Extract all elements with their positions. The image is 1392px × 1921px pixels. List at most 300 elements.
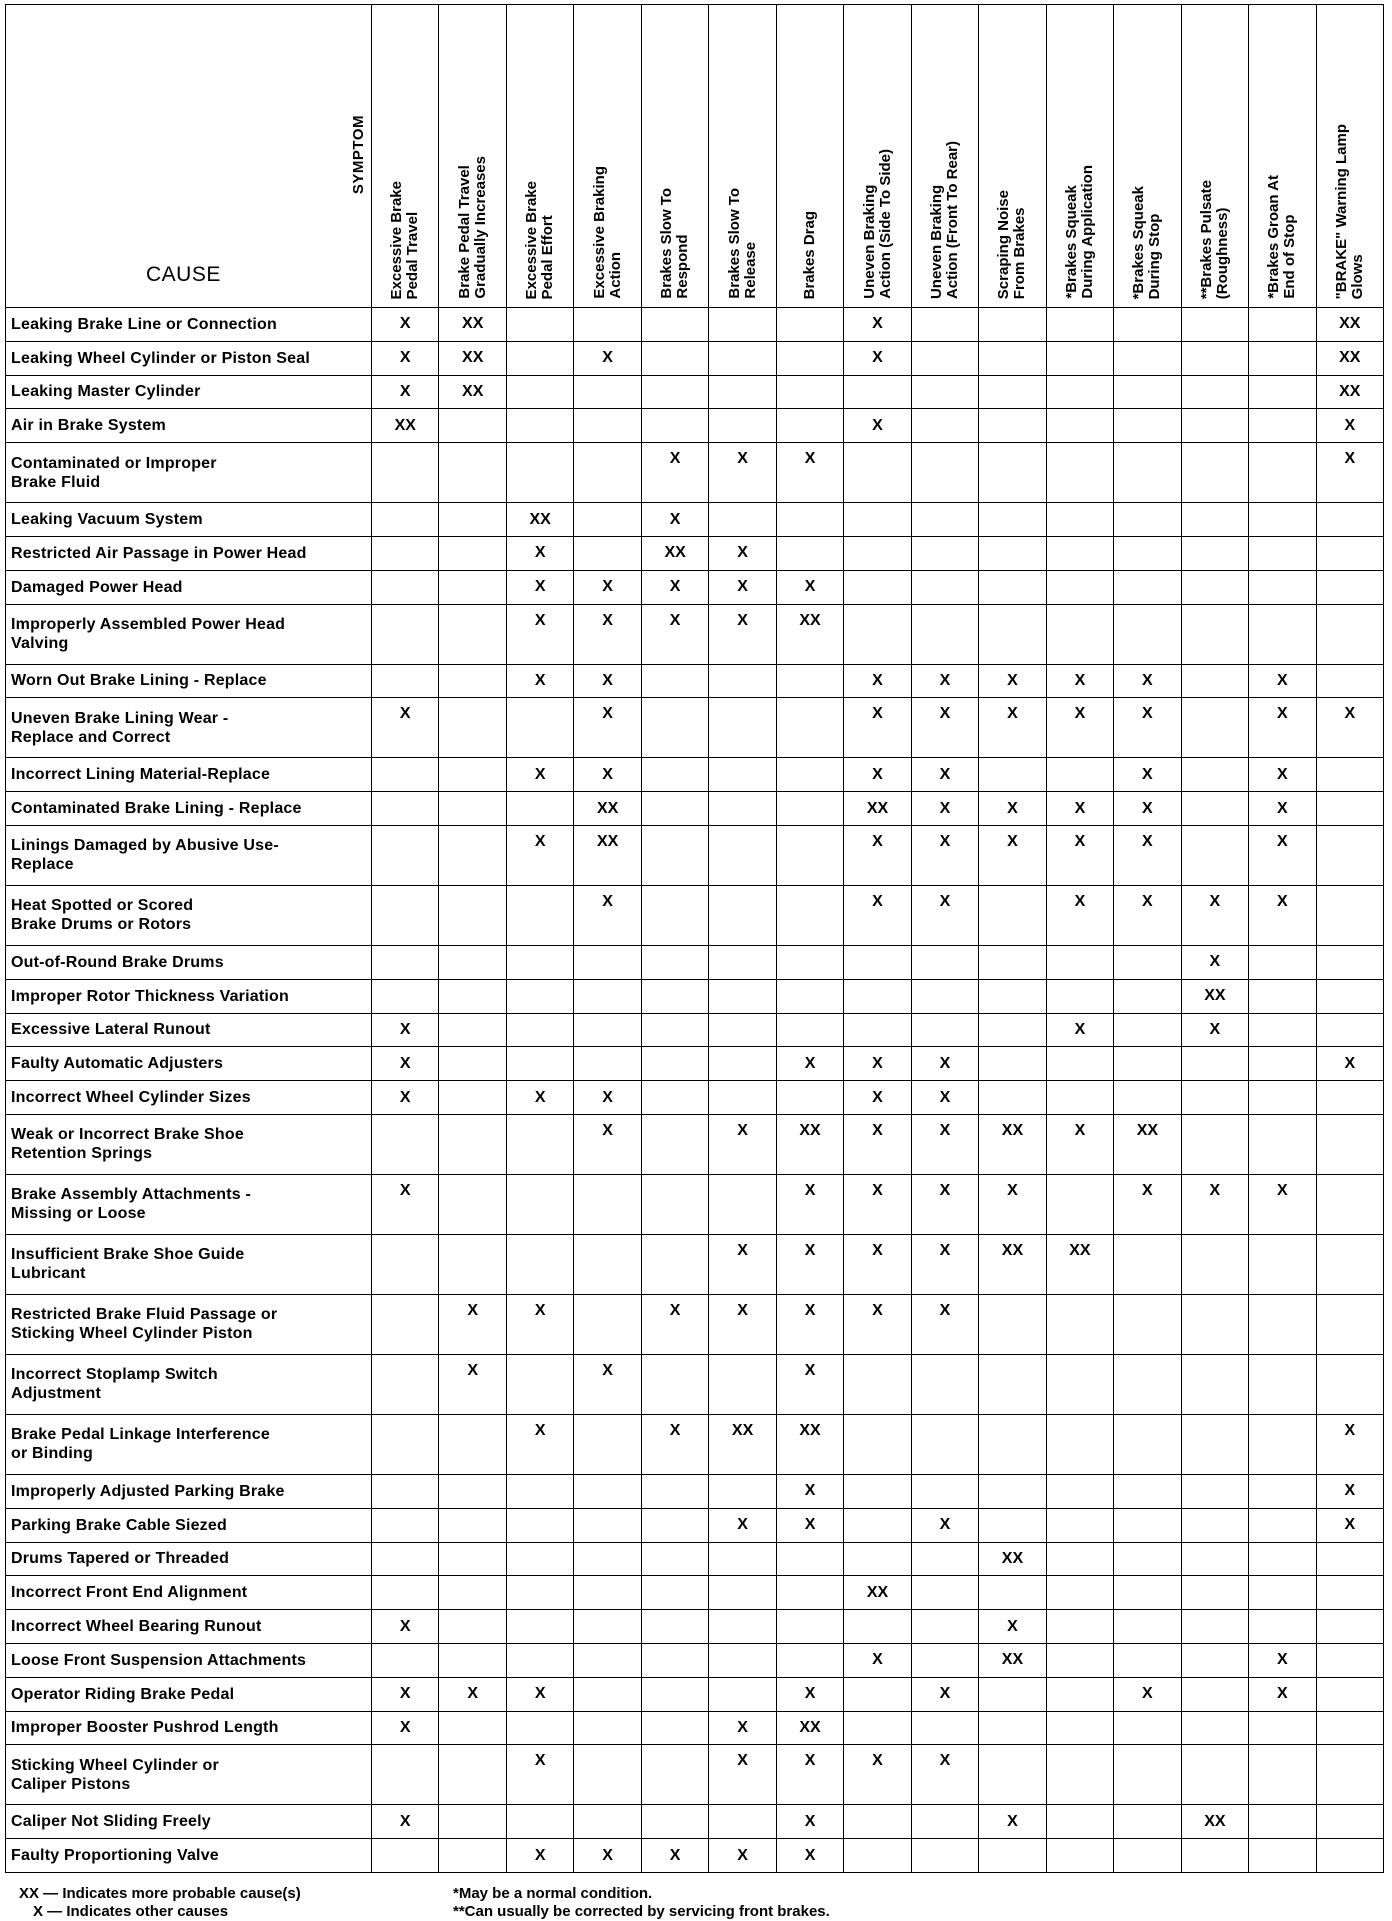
cause-label: Improperly Adjusted Parking Brake (6, 1474, 372, 1508)
mark-cell (574, 443, 641, 503)
mark-cell (439, 1839, 506, 1873)
mark-cell (1046, 1081, 1113, 1115)
mark-cell (439, 1174, 506, 1234)
mark-cell: X (911, 1081, 978, 1115)
mark-cell (709, 1354, 776, 1414)
mark-cell (911, 1542, 978, 1576)
mark-cell: X (1046, 1114, 1113, 1174)
mark-cell (1249, 409, 1316, 443)
mark-cell: X (844, 1234, 911, 1294)
mark-cell (641, 1474, 708, 1508)
mark-cell: X (979, 1610, 1046, 1644)
legend-double-star: **Can usually be corrected by servicing front brakes. (453, 1902, 830, 1920)
mark-cell: X (574, 1839, 641, 1873)
mark-cell (1316, 664, 1383, 698)
mark-cell (1249, 1576, 1316, 1610)
mark-cell (1114, 1474, 1181, 1508)
mark-cell: X (574, 664, 641, 698)
mark-cell (439, 664, 506, 698)
mark-cell (506, 1508, 573, 1542)
mark-cell (911, 1711, 978, 1745)
mark-cell: X (372, 1677, 439, 1711)
mark-cell (709, 792, 776, 826)
mark-cell (1046, 1414, 1113, 1474)
mark-cell (1249, 1542, 1316, 1576)
mark-cell: X (372, 1013, 439, 1047)
mark-cell (709, 1474, 776, 1508)
symptom-label: Brake Pedal Travel Gradually Increases (455, 156, 489, 299)
mark-cell (911, 1474, 978, 1508)
mark-cell (709, 1576, 776, 1610)
mark-cell (979, 375, 1046, 409)
mark-cell (372, 1643, 439, 1677)
symptom-header (1046, 5, 1113, 308)
mark-cell (439, 1114, 506, 1174)
mark-cell (1181, 1047, 1248, 1081)
cause-label: Incorrect Stoplamp Switch Adjustment (6, 1354, 372, 1414)
mark-cell (1046, 341, 1113, 375)
table-row (6, 1745, 1384, 1805)
mark-cell (1249, 1414, 1316, 1474)
mark-cell: X (911, 1294, 978, 1354)
cause-heading: CAUSE (146, 263, 221, 286)
mark-cell (979, 1013, 1046, 1047)
mark-cell (372, 1508, 439, 1542)
mark-cell (776, 825, 843, 885)
mark-cell (1316, 1081, 1383, 1115)
cause-label: Brake Pedal Linkage Interference or Binding (6, 1414, 372, 1474)
mark-cell (439, 758, 506, 792)
mark-cell (911, 1576, 978, 1610)
mark-cell (1249, 1805, 1316, 1839)
mark-cell: XX (776, 1114, 843, 1174)
mark-cell (709, 1081, 776, 1115)
mark-cell: X (1316, 443, 1383, 503)
mark-cell (574, 1805, 641, 1839)
mark-cell: X (979, 825, 1046, 885)
symptom-header (709, 5, 776, 308)
mark-cell: X (911, 1047, 978, 1081)
mark-cell (439, 1610, 506, 1644)
table-row (6, 1234, 1384, 1294)
mark-cell (574, 1474, 641, 1508)
mark-cell (844, 570, 911, 604)
cause-label: Sticking Wheel Cylinder or Caliper Pistons (6, 1745, 372, 1805)
mark-cell (979, 1081, 1046, 1115)
mark-cell (1181, 825, 1248, 885)
mark-cell (979, 443, 1046, 503)
mark-cell (439, 825, 506, 885)
mark-cell (439, 885, 506, 945)
symptom-label: *Brakes Squeak During Stop (1130, 185, 1164, 299)
mark-cell (1114, 536, 1181, 570)
mark-cell (979, 409, 1046, 443)
mark-cell: X (776, 1805, 843, 1839)
mark-cell: X (844, 1047, 911, 1081)
mark-cell (979, 945, 1046, 979)
mark-cell (911, 979, 978, 1013)
mark-cell (1046, 979, 1113, 1013)
mark-cell (1114, 375, 1181, 409)
symptom-header (641, 5, 708, 308)
mark-cell (776, 341, 843, 375)
mark-cell (1046, 1047, 1113, 1081)
mark-cell (776, 503, 843, 537)
mark-cell (1249, 503, 1316, 537)
mark-cell: X (844, 698, 911, 758)
mark-cell (506, 308, 573, 342)
mark-cell (372, 604, 439, 664)
mark-cell: X (1249, 1643, 1316, 1677)
mark-cell (1316, 1174, 1383, 1234)
mark-cell (506, 945, 573, 979)
mark-cell (506, 443, 573, 503)
mark-cell: X (911, 1174, 978, 1234)
mark-cell: X (1316, 409, 1383, 443)
mark-cell: XX (1316, 308, 1383, 342)
mark-cell: X (911, 1745, 978, 1805)
mark-cell: X (1046, 885, 1113, 945)
mark-cell (641, 308, 708, 342)
mark-cell (1114, 1745, 1181, 1805)
mark-cell (641, 1081, 708, 1115)
mark-cell: X (844, 885, 911, 945)
mark-cell (844, 375, 911, 409)
mark-cell (641, 1013, 708, 1047)
mark-cell: XX (979, 1234, 1046, 1294)
mark-cell: X (709, 604, 776, 664)
mark-cell (439, 409, 506, 443)
mark-cell (1249, 443, 1316, 503)
mark-cell (574, 1174, 641, 1234)
mark-cell (1316, 1013, 1383, 1047)
cause-label: Contaminated or Improper Brake Fluid (6, 443, 372, 503)
mark-cell (709, 1047, 776, 1081)
mark-cell (844, 536, 911, 570)
mark-cell (574, 1414, 641, 1474)
mark-cell (506, 1047, 573, 1081)
mark-cell (641, 1711, 708, 1745)
symptom-heading: SYMPTOM (350, 115, 367, 195)
mark-cell (911, 1805, 978, 1839)
table-row (6, 570, 1384, 604)
mark-cell (641, 885, 708, 945)
mark-cell (1316, 1234, 1383, 1294)
mark-cell (1114, 1643, 1181, 1677)
mark-cell (641, 664, 708, 698)
mark-cell (439, 1414, 506, 1474)
mark-cell: X (844, 1294, 911, 1354)
mark-cell (911, 1839, 978, 1873)
mark-cell: X (439, 1354, 506, 1414)
mark-cell (641, 1174, 708, 1234)
mark-cell (1316, 758, 1383, 792)
symptom-header (844, 5, 911, 308)
mark-cell (506, 1234, 573, 1294)
cause-symptom-table (5, 4, 1384, 1873)
mark-cell: X (1316, 1474, 1383, 1508)
mark-cell (1316, 570, 1383, 604)
mark-cell (1114, 1711, 1181, 1745)
mark-cell (641, 1610, 708, 1644)
mark-cell (911, 945, 978, 979)
mark-cell (506, 979, 573, 1013)
mark-cell: X (776, 1354, 843, 1414)
mark-cell (506, 1354, 573, 1414)
mark-cell: XX (439, 341, 506, 375)
mark-cell (1046, 1643, 1113, 1677)
diagnosis-chart (5, 4, 1383, 1920)
mark-cell: X (574, 758, 641, 792)
mark-cell (574, 1013, 641, 1047)
mark-cell: X (1114, 664, 1181, 698)
mark-cell (574, 409, 641, 443)
symptom-label: Excessive Braking Action (590, 166, 624, 299)
mark-cell (776, 308, 843, 342)
table-row (6, 945, 1384, 979)
symptom-label: *Brakes Squeak During Application (1062, 165, 1096, 299)
mark-cell: X (911, 698, 978, 758)
cause-label: Uneven Brake Lining Wear - Replace and Correct (6, 698, 372, 758)
table-row (6, 1114, 1384, 1174)
mark-cell: X (641, 604, 708, 664)
table-row (6, 1643, 1384, 1677)
cause-label: Restricted Air Passage in Power Head (6, 536, 372, 570)
mark-cell: X (641, 1839, 708, 1873)
mark-cell: X (372, 375, 439, 409)
mark-cell: X (911, 1677, 978, 1711)
mark-cell (1181, 1294, 1248, 1354)
mark-cell: X (844, 1745, 911, 1805)
mark-cell (709, 341, 776, 375)
mark-cell: X (709, 1294, 776, 1354)
table-row (6, 1677, 1384, 1711)
mark-cell (1316, 885, 1383, 945)
mark-cell (1316, 825, 1383, 885)
symptom-label: Scraping Noise From Brakes (995, 189, 1029, 299)
mark-cell: X (709, 1745, 776, 1805)
mark-cell (439, 1542, 506, 1576)
mark-cell (911, 1610, 978, 1644)
mark-cell (709, 503, 776, 537)
mark-cell (1181, 1610, 1248, 1644)
mark-cell: X (574, 1114, 641, 1174)
mark-cell: X (911, 1114, 978, 1174)
mark-cell (641, 1047, 708, 1081)
mark-cell (1114, 570, 1181, 604)
mark-cell: X (1249, 758, 1316, 792)
symptom-header (911, 5, 978, 308)
mark-cell (506, 885, 573, 945)
mark-cell: X (844, 825, 911, 885)
mark-cell (709, 375, 776, 409)
mark-cell (911, 375, 978, 409)
mark-cell (1181, 1234, 1248, 1294)
mark-cell (776, 979, 843, 1013)
mark-cell (1181, 375, 1248, 409)
mark-cell: X (911, 1508, 978, 1542)
mark-cell (979, 1576, 1046, 1610)
mark-cell (1181, 503, 1248, 537)
mark-cell: XX (506, 503, 573, 537)
symptom-header (372, 5, 439, 308)
mark-cell (1114, 1542, 1181, 1576)
mark-cell (574, 979, 641, 1013)
mark-cell (979, 1414, 1046, 1474)
mark-cell: X (1046, 1013, 1113, 1047)
mark-cell (574, 1745, 641, 1805)
mark-cell: XX (439, 375, 506, 409)
cause-label: Linings Damaged by Abusive Use- Replace (6, 825, 372, 885)
mark-cell (1316, 1542, 1383, 1576)
cause-label: Insufficient Brake Shoe Guide Lubricant (6, 1234, 372, 1294)
mark-cell (1249, 1081, 1316, 1115)
mark-cell (1046, 1474, 1113, 1508)
mark-cell: X (372, 341, 439, 375)
mark-cell: XX (1316, 341, 1383, 375)
mark-cell (1249, 1839, 1316, 1873)
mark-cell (439, 503, 506, 537)
mark-cell (911, 409, 978, 443)
mark-cell (1249, 341, 1316, 375)
table-row (6, 604, 1384, 664)
mark-cell: X (844, 341, 911, 375)
mark-cell: X (709, 1234, 776, 1294)
mark-cell: X (776, 1745, 843, 1805)
mark-cell (574, 375, 641, 409)
mark-cell (1181, 409, 1248, 443)
mark-cell (1249, 1610, 1316, 1644)
mark-cell (776, 885, 843, 945)
mark-cell (1046, 409, 1113, 443)
table-row (6, 1013, 1384, 1047)
table-row (6, 1174, 1384, 1234)
mark-cell: X (1316, 1414, 1383, 1474)
table-row (6, 409, 1384, 443)
mark-cell (1316, 792, 1383, 826)
mark-cell: X (776, 443, 843, 503)
mark-cell (1181, 1474, 1248, 1508)
mark-cell: X (574, 1081, 641, 1115)
mark-cell (439, 1047, 506, 1081)
cause-label: Incorrect Wheel Bearing Runout (6, 1610, 372, 1644)
mark-cell: X (911, 1234, 978, 1294)
mark-cell (776, 536, 843, 570)
mark-cell: X (506, 1414, 573, 1474)
mark-cell (1316, 945, 1383, 979)
mark-cell (506, 698, 573, 758)
mark-cell (1249, 945, 1316, 979)
cause-label: Faulty Automatic Adjusters (6, 1047, 372, 1081)
mark-cell (506, 1174, 573, 1234)
table-row (6, 503, 1384, 537)
mark-cell (1316, 1805, 1383, 1839)
mark-cell: X (1114, 825, 1181, 885)
mark-cell: XX (776, 1711, 843, 1745)
mark-cell (979, 536, 1046, 570)
mark-cell (574, 1234, 641, 1294)
cause-label: Excessive Lateral Runout (6, 1013, 372, 1047)
mark-cell: X (641, 503, 708, 537)
mark-cell (776, 1013, 843, 1047)
mark-cell (709, 885, 776, 945)
mark-cell: X (1046, 825, 1113, 885)
cause-label: Operator Riding Brake Pedal (6, 1677, 372, 1711)
symptom-header (439, 5, 506, 308)
mark-cell (372, 1745, 439, 1805)
mark-cell: X (1114, 698, 1181, 758)
mark-cell: X (844, 308, 911, 342)
mark-cell (776, 375, 843, 409)
mark-cell (979, 1047, 1046, 1081)
mark-cell (979, 1711, 1046, 1745)
mark-cell (1046, 758, 1113, 792)
mark-cell (1249, 1474, 1316, 1508)
mark-cell (641, 341, 708, 375)
mark-cell (844, 1414, 911, 1474)
mark-cell (439, 1745, 506, 1805)
cause-label: Damaged Power Head (6, 570, 372, 604)
mark-cell: X (709, 1508, 776, 1542)
table-row (6, 1839, 1384, 1873)
mark-cell (911, 503, 978, 537)
mark-cell (1114, 409, 1181, 443)
mark-cell: X (574, 341, 641, 375)
mark-cell (372, 945, 439, 979)
mark-cell: XX (844, 792, 911, 826)
mark-cell: X (709, 570, 776, 604)
mark-cell: XX (776, 604, 843, 664)
mark-cell: X (979, 698, 1046, 758)
mark-cell (1114, 341, 1181, 375)
mark-cell (506, 409, 573, 443)
mark-cell (372, 792, 439, 826)
table-row (6, 698, 1384, 758)
mark-cell (372, 664, 439, 698)
mark-cell (641, 1643, 708, 1677)
mark-cell (979, 1745, 1046, 1805)
symptom-header (979, 5, 1046, 308)
mark-cell (1181, 308, 1248, 342)
mark-cell (439, 570, 506, 604)
mark-cell (844, 1013, 911, 1047)
table-row (6, 758, 1384, 792)
table-row (6, 1542, 1384, 1576)
mark-cell (574, 1610, 641, 1644)
mark-cell: X (844, 1174, 911, 1234)
cause-label: Drums Tapered or Threaded (6, 1542, 372, 1576)
mark-cell: X (1181, 885, 1248, 945)
mark-cell: X (1046, 698, 1113, 758)
mark-cell: XX (844, 1576, 911, 1610)
mark-cell: X (979, 664, 1046, 698)
mark-cell (1181, 1542, 1248, 1576)
mark-cell (979, 570, 1046, 604)
mark-cell (709, 1805, 776, 1839)
mark-cell: X (1114, 792, 1181, 826)
mark-cell (372, 1234, 439, 1294)
mark-cell (844, 503, 911, 537)
symptom-header (506, 5, 573, 308)
mark-cell (1249, 1234, 1316, 1294)
symptom-label: *Brakes Groan At End of Stop (1265, 175, 1299, 299)
mark-cell (911, 570, 978, 604)
mark-cell (1181, 1508, 1248, 1542)
mark-cell (709, 1174, 776, 1234)
mark-cell (709, 1013, 776, 1047)
mark-cell (372, 825, 439, 885)
mark-cell (776, 698, 843, 758)
